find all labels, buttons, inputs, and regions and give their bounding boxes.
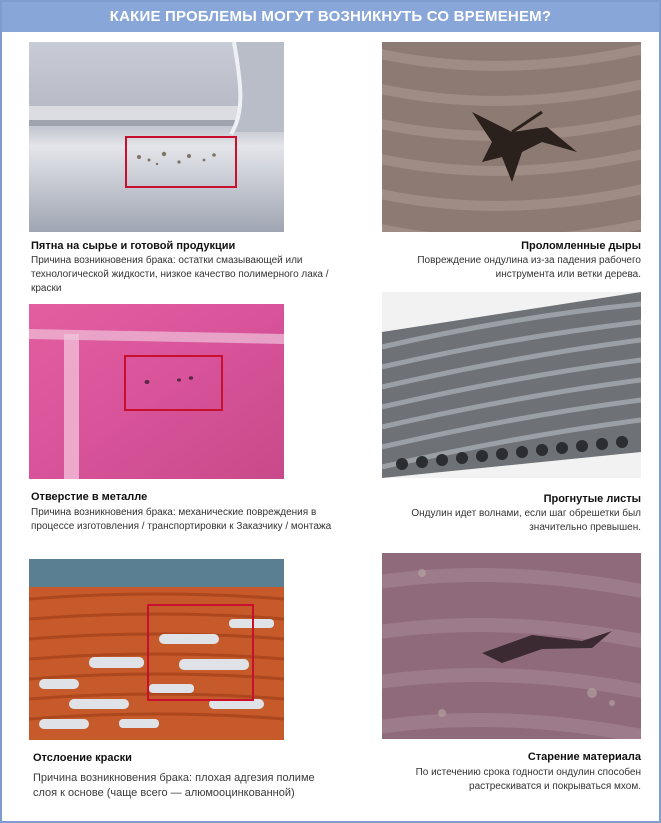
defect-highlight-box xyxy=(125,136,237,188)
photo-aging-material xyxy=(382,553,641,739)
page-title: КАКИЕ ПРОБЛЕМЫ МОГУТ ВОЗНИКНУТЬ СО ВРЕМЕНЕМ? xyxy=(2,2,659,32)
caption-text-holes: Повреждение ондулина из-за падения рабочего инструмента или ветки дерева. xyxy=(417,255,641,280)
photo-paint-peeling xyxy=(29,559,284,740)
wavy-roof-sheets-image xyxy=(382,292,641,478)
photo-stains-on-metal xyxy=(29,42,284,232)
caption-text-stains: Причина возникновения брака: остатки смазывающей или технологической жидкости, низкое качество полимерного лака /краски xyxy=(31,255,329,294)
caption-text-peeling-line1: Причина возникновения брака: плохая адгезия полиме xyxy=(33,772,315,784)
caption-title-stains: Пятна на сырье и готовой продукции xyxy=(31,240,236,252)
caption-title-peeling: Отслоение краски xyxy=(33,752,132,764)
defect-highlight-box xyxy=(124,355,223,411)
caption-text-peeling-line2: слоя к основе (чаще всего — алюмооцинкованной) xyxy=(33,787,295,799)
aged-cracked-sheet-image xyxy=(382,553,641,739)
photo-hole-in-metal xyxy=(29,304,284,479)
caption-text-metal-hole: Причина возникновения брака: механические повреждения в процессе изготовления / транспортировки к Заказчику / монтажа xyxy=(31,507,332,532)
caption-title-bent: Прогнутые листы xyxy=(543,493,641,505)
caption-title-holes: Проломленные дыры xyxy=(521,240,641,252)
caption-title-metal-hole: Отверстие в металле xyxy=(31,491,148,503)
photo-broken-holes xyxy=(382,42,641,232)
caption-title-aging: Старение материала xyxy=(527,751,641,763)
caption-text-aging: По истечению срока годности ондулин способен растрескиватся и покрываться мхом. xyxy=(415,767,641,792)
caption-text-bent: Ондулин идет волнами, если шаг обрешетки был значительно превышен. xyxy=(411,508,641,533)
cracked-roofing-sheet-image xyxy=(382,42,641,232)
defect-highlight-box xyxy=(147,604,254,701)
photo-bent-sheets xyxy=(382,292,641,478)
